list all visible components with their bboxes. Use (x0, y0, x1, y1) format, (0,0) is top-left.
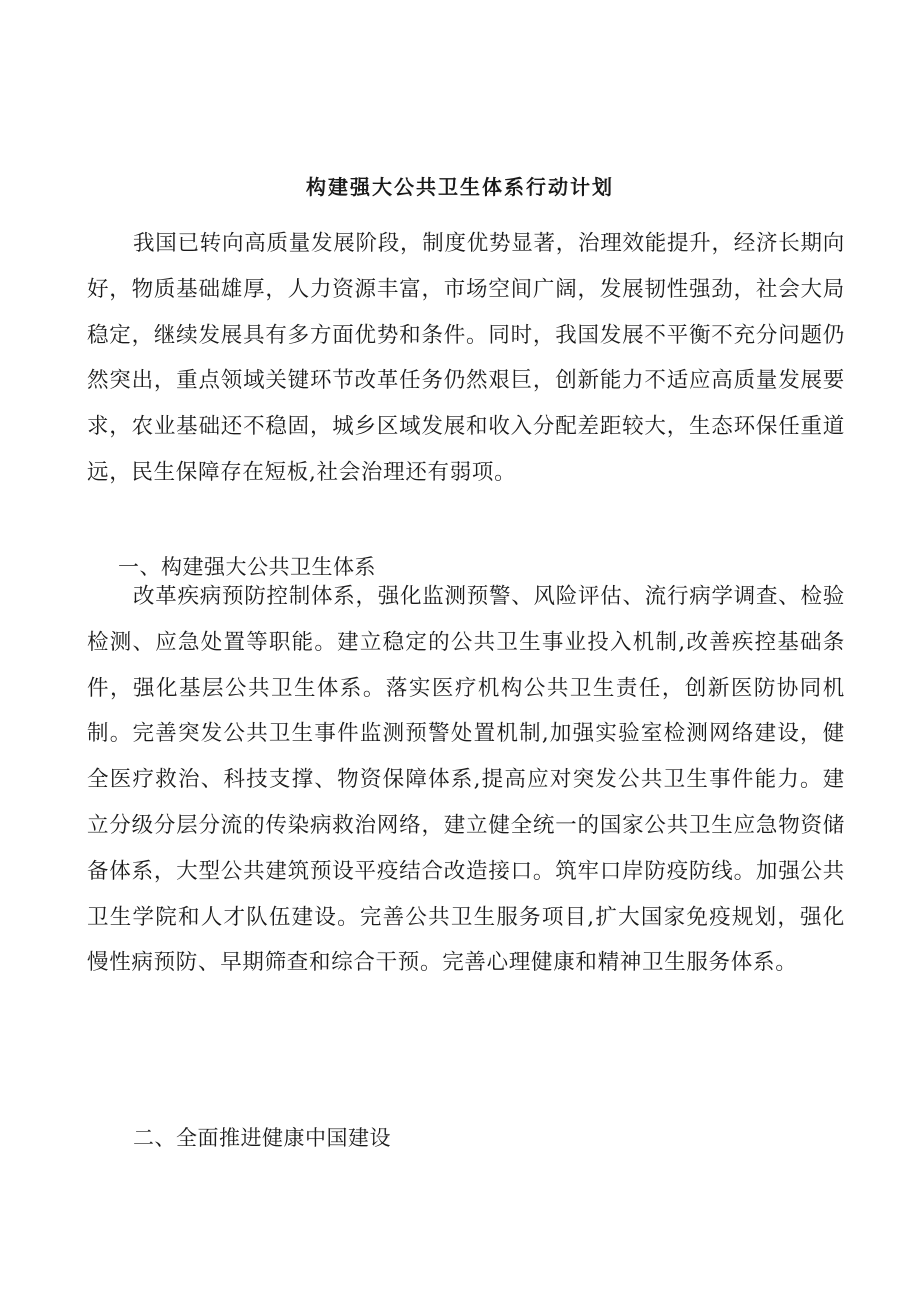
document-title: 构建强大公共卫生体系行动计划 (306, 175, 614, 199)
intro-paragraph: 我国已转向高质量发展阶段，制度优势显著，治理效能提升，经济长期向好，物质基础雄厚，人力资源丰富，市场空间广阔，发展韧性强劲，社会大局稳定，继续发展具有多方面优势和条件。同时，我国发展不平衡不充分问题仍然突出，重点领域关键环节改革任务仍然艰巨，创新能力不适应高质量发展要求，农业基础还不稳固，城乡区域发展和收入分配差距较大，生态环保任重道远，民生保障存在短板,社会治理还有弱项。 (87, 231, 845, 485)
section-heading-2: 二、全面推进健康中国建设 (133, 1126, 391, 1150)
section-heading-1: 一、构建强大公共卫生体系 (118, 555, 376, 579)
section-1-paragraph: 改革疾病预防控制体系，强化监测预警、风险评估、流行病学调查、检验检测、应急处置等职能。建立稳定的公共卫生事业投入机制,改善疾控基础条件，强化基层公共卫生体系。落实医疗机构公共卫生责任，创新医防协同机制。完善突发公共卫生事件监测预警处置机制,加强实验室检测网络建设，健全医疗救治、科技支撑、物资保障体系,提高应对突发公共卫生事件能力。建立分级分层分流的传染病救治网络，建立健全统一的国家公共卫生应急物资储备体系，大型公共建筑预设平疫结合改造接口。筑牢口岸防疫防线。加强公共卫生学院和人才队伍建设。完善公共卫生服务项目,扩大国家免疫规划，强化慢性病预防、早期筛查和综合干预。完善心理健康和精神卫生服务体系。 (87, 584, 845, 976)
